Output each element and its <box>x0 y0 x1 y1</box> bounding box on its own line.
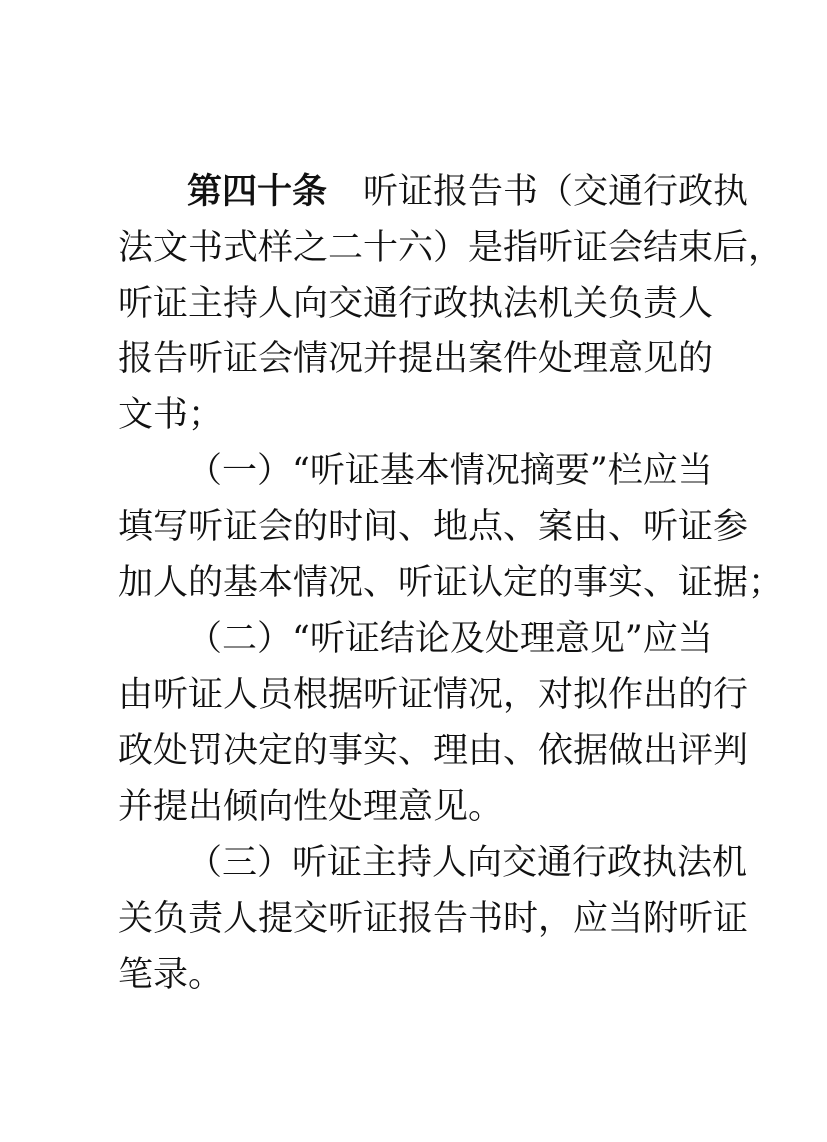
item1-text-line: 填写听证会的时间、地点、案由、听证参 <box>118 507 749 547</box>
article-first-line <box>187 172 748 212</box>
article-heading: 第四十条 <box>187 171 328 212</box>
article-text-line: 文书； <box>118 395 224 435</box>
item2-text-line: 政处罚决定的事实、理由、依据做出评判 <box>118 731 749 771</box>
item3-text-line: （三）听证主持人向交通行政执法机 <box>187 843 748 883</box>
item3-text-line: 关负责人提交听证报告书时，应当附听证 <box>118 899 749 939</box>
item1-text-line: （一）“听证基本情况摘要”栏应当 <box>187 451 713 491</box>
article-text-line: 法文书式样之二十六）是指听证会结束后， <box>118 228 784 268</box>
article-text-line: 报告听证会情况并提出案件处理意见的 <box>118 339 714 379</box>
article-text-line: 听证报告书（交通行政执 <box>363 172 749 212</box>
item2-text-line: （二）“听证结论及处理意见”应当 <box>187 619 713 659</box>
article-text-line: 听证主持人向交通行政执法机关负责人 <box>118 284 714 324</box>
item2-text-line: 由听证人员根据听证情况，对拟作出的行 <box>118 675 749 715</box>
item1-text-line: 加人的基本情况、听证认定的事实、证据； <box>118 563 784 603</box>
item2-text-line: 并提出倾向性处理意见。 <box>118 787 504 827</box>
item3-text-line: 笔录。 <box>118 955 224 995</box>
